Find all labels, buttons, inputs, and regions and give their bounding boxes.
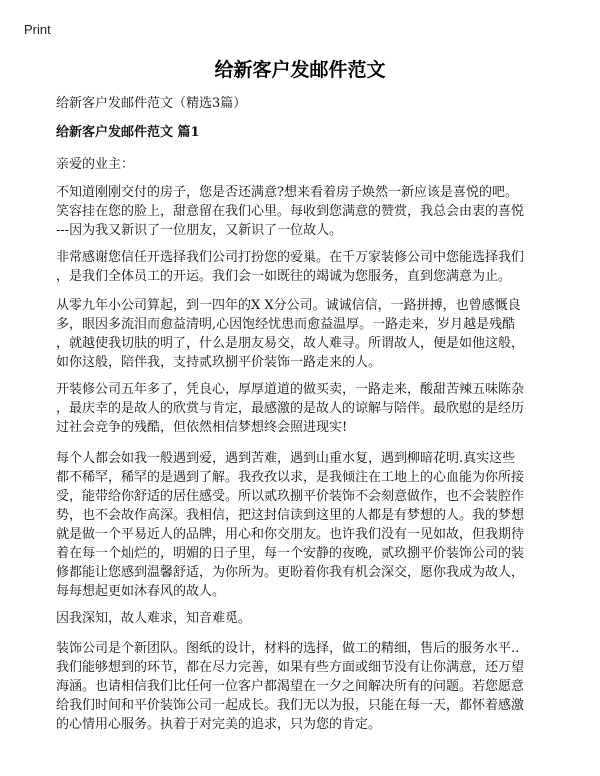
print-link[interactable]: Print [24,22,51,37]
paragraph-line: 每每想起更如沐春风的故人。 [56,584,226,599]
paragraph-line: 如你这般，陪伴我，支持贰玖捌平价装饰一路走来的人。 [56,355,382,370]
paragraph-3 [56,296,548,372]
paragraph-line: 笑容挂在您的脸上，甜意留在我们心里。每收到您满意的赞赏，我总会由衷的喜悦 [56,204,525,219]
paragraph-line: 的心情用心服务。执着于对完美的追求，只为您的肯定。 [56,717,382,732]
paragraph-4 [56,380,548,437]
paragraph-line: 从零九年小公司算起，到一四年的X X分公司。诚诚信信，一路拼搏，也曾感慨良 [56,298,521,313]
paragraph-5 [56,449,548,601]
paragraph-line: 我们能够想到的环节，都在尽力完善，如果有些方面或细节没有让你满意，还万望 [56,660,525,675]
paragraph-line: 着在每一个灿烂的，明媚的日子里，每一个安静的夜晚，贰玖捌平价装饰公司的装 [56,546,525,561]
document-subtitle: 给新客户发邮件范文（精选3篇） [56,96,247,111]
paragraph-line: 不知道刚刚交付的房子，您是否还满意?想来看着房子焕然一新应该是喜悦的吧。 [56,185,518,200]
paragraph-line: 海涵。也请相信我们比任何一位客户都渴望在一夕之间解决所有的问题。若您愿意 [56,679,525,694]
paragraph-line: ，就越使我切肤的明了，什么是朋友易交，故人难寻。所谓故人，便是如他这般， [56,336,525,351]
paragraph-line: 亲爱的业主： [56,157,135,172]
paragraph-line: 过社会竞争的残酷，但依然相信梦想终会照进现实! [56,420,348,435]
paragraph-line: 修都能让您感到温馨舒适，为你所为。更盼着你我有机会深交，愿你我成为故人， [56,565,525,580]
paragraph-line: 非常感谢您信任开选择我们公司打扮您的爱巢。在千万家装修公司中您能选择我们 [56,250,525,265]
paragraph-line: ，最庆幸的是故人的欣赏与肯定，最感激的是故人的谅解与陪伴。最欣慰的是经历 [56,401,525,416]
paragraph-line: 都不稀罕，稀罕的是遇到了解。我孜孜以求，是我倾注在工地上的心血能为你所接 [56,470,525,485]
paragraph-line: 因我深知，故人难求，知音难觅。 [56,611,252,626]
paragraph-line: ，是我们全体员工的开运。我们会一如既往的竭诚为您服务，直到您满意为止。 [56,269,512,284]
paragraph-6 [56,609,548,628]
paragraph-7 [56,639,548,734]
paragraph-line: 势，也不会故作高深。我相信，把这封信读到这里的人都是有梦想的人。我的梦想 [56,508,525,523]
paragraph-line: 就是做一个平易近人的品牌，用心和你交朋友。也许我们没有一见如故，但我期待 [56,527,525,542]
paragraph-2 [56,248,548,286]
paragraph-line: 受，能带给你舒适的居住感受。所以贰玖捌平价装饰不会刻意做作，也不会装腔作 [56,489,525,504]
paragraph-line: 开装修公司五年多了，凭良心，厚厚道道的做买卖，一路走来，酸甜苦辣五味陈杂 [56,382,525,397]
paragraph-1 [56,183,548,240]
paragraph-line: 每个人都会如我一般遇到爱，遇到苦难，遇到山重水复，遇到柳暗花明.真实这些 [56,451,516,466]
paragraph-line: ---因为我又新识了一位朋友，又新识了一位故人。 [56,223,343,238]
page-title: 给新客户发邮件范文 [214,59,386,81]
paragraph-line: 装饰公司是个新团队。图纸的设计，材料的选择，做工的精细，售后的服务水平.. [56,641,520,656]
paragraph-line: 给我们时间和平价装饰公司一起成长。我们无以为报，只能在每一天，都怀着感激 [56,698,525,713]
paragraph-salutation [56,155,548,174]
section-title: 给新客户发邮件范文 篇1 [56,125,200,140]
paragraph-line: 多，眼因多流泪而愈益清明,心因饱经忧患而愈益温厚。一路走来，岁月越是残酷 [56,317,516,332]
